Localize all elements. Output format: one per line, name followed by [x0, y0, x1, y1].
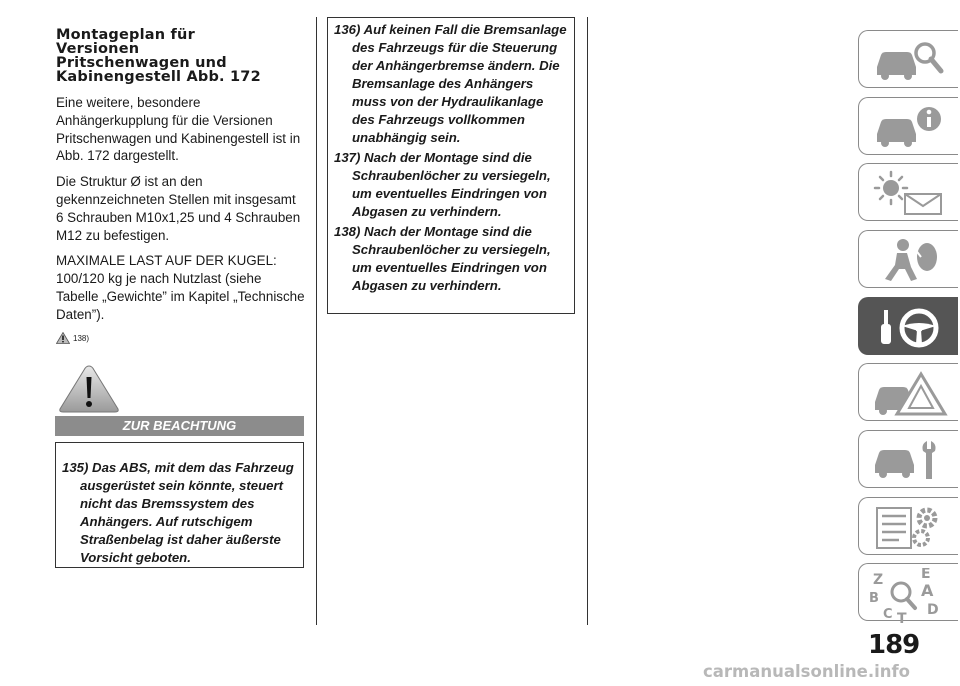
tab-safety[interactable]	[858, 230, 958, 288]
index-letter: E	[921, 568, 931, 582]
paragraph: Eine weitere, besondere Anhängerkupplung für die Versionen Pritschenwagen und Kabinengestell ist in Abb. 172 dargestellt.	[56, 95, 301, 164]
page-number: 189	[868, 630, 920, 660]
tab-index[interactable]	[858, 563, 958, 626]
column-divider	[316, 17, 317, 625]
heading-line: Kabinengestell Abb. 172	[56, 69, 261, 85]
heading-line: Pritschenwagen und	[56, 55, 227, 71]
warning-light-envelope-icon	[869, 168, 949, 218]
attention-note: 137) Nach der Montage sind die Schraubenlöcher zu versiegeln, um eventuelles Eindringen von Abgasen zu verhindern.	[334, 150, 551, 219]
person-airbag-icon	[869, 235, 949, 285]
tab-starting-driving[interactable]	[858, 297, 958, 355]
warning-triangle-icon	[56, 332, 70, 344]
section-heading	[56, 28, 306, 84]
attention-note: 135) Das ABS, mit dem das Fahrzeug ausgerüstet sein könnte, steuert nicht das Bremssystem des Anhängers. Auf rutschigem Straßenbelag ist daher äußerste Vorsicht geboten.	[62, 460, 294, 565]
attention-note: 136) Auf keinen Fall die Bremsanlage des Fahrzeugs für die Steuerung der Anhängerbremse ändern. Die Bremsanlage des Anhängers muss von der Hydraulikanlage des Fahrzeugs vollkommen unabhängig sein.	[334, 22, 567, 145]
tab-technical-data[interactable]	[858, 497, 958, 555]
paragraph: Die Struktur Ø ist an den gekennzeichneten Stellen mit insgesamt 6 Schrauben M10x1,25 und 4 Schrauben M12 zu befestigen.	[56, 174, 301, 243]
car-search-icon	[869, 35, 949, 85]
warning-ref-number: 138)	[73, 333, 90, 343]
heading-line: Versionen	[56, 41, 140, 57]
attention-note: 138) Nach der Montage sind die Schraubenlöcher zu versiegeln, um eventuelles Eindringen von Abgasen zu verhindern.	[334, 224, 551, 293]
car-warning-triangle-icon	[869, 368, 949, 418]
heading-line: Montageplan für	[56, 27, 195, 43]
alphabet-index-icon	[869, 568, 949, 626]
watermark: carmanualsonline.info	[703, 662, 910, 681]
tab-warning-lights[interactable]	[858, 163, 958, 221]
section-column	[56, 28, 306, 344]
car-info-icon	[869, 102, 949, 152]
key-steering-wheel-icon	[869, 302, 949, 352]
tab-car-info[interactable]	[858, 97, 958, 155]
index-letter: A	[921, 581, 934, 600]
tab-emergency[interactable]	[858, 363, 958, 421]
tab-car-search[interactable]	[858, 30, 958, 88]
index-letter: B	[869, 591, 879, 606]
attention-box-left	[55, 442, 304, 568]
index-letter: Z	[873, 572, 884, 588]
attention-box-right	[327, 17, 575, 314]
attention-banner: ZUR BEACHTUNG	[55, 416, 304, 436]
warning-reference	[56, 332, 306, 344]
warning-triangle-icon	[58, 364, 120, 414]
index-letter: D	[927, 602, 939, 618]
specs-gear-icon	[869, 502, 949, 552]
index-letter: T	[897, 611, 907, 626]
tab-maintenance[interactable]	[858, 430, 958, 488]
paragraph: MAXIMALE LAST AUF DER KUGEL: 100/120 kg je nach Nutzlast (siehe Tabelle „Gewichte” im Kapitel „Technische Daten”).	[56, 253, 305, 322]
index-letter: C	[883, 607, 893, 622]
car-wrench-icon	[869, 435, 949, 485]
column-divider	[587, 17, 588, 625]
